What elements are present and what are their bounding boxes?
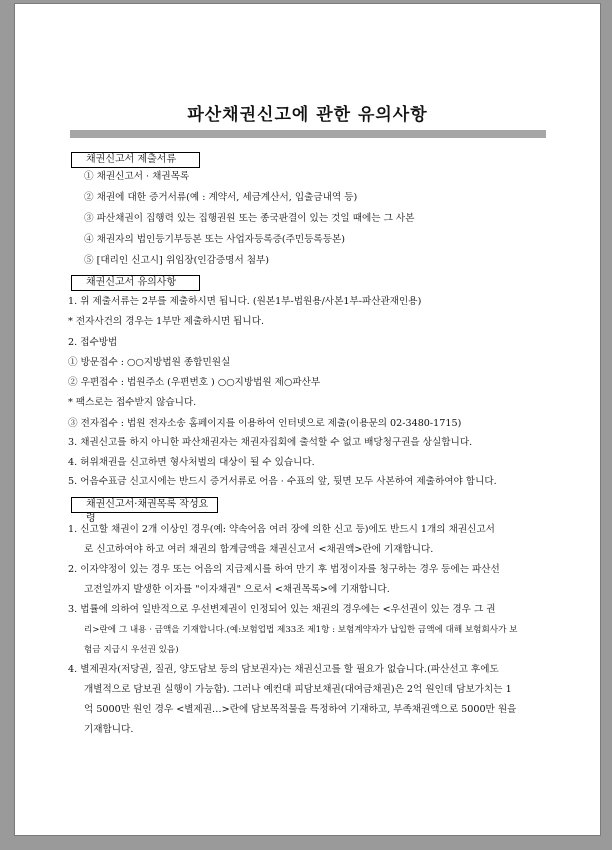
list-item: 3. 법률에 의하여 일반적으로 우선변제권이 인정되어 있는 채권의 경우에는 <우선권이 있는 경우 그 권 — [68, 604, 496, 615]
list-item: ① 채권신고서 · 채권목록 — [84, 171, 190, 182]
list-item: ① 방문접수 : ○○지방법원 종합민원실 — [68, 357, 231, 368]
list-item: ③ 파산채권이 집행력 있는 집행권원 또는 종국판결이 있는 것일 때에는 그 사본 — [84, 213, 415, 224]
section-heading-filing-notes: 채권신고서 유의사항 — [71, 275, 200, 291]
list-item: 2. 이자약정이 있는 경우 또는 어음의 지급제시를 하여 만기 후 법정이자를 청구하는 경우 등에는 파산선 — [68, 564, 500, 575]
list-item: ③ 전자접수 : 법원 전자소송 홈페이지를 이용하여 인터넷으로 제출(이용문의 02-3480-1715) — [68, 418, 462, 429]
list-item: 2. 접수방법 — [68, 337, 118, 348]
section-heading-submission-documents: 채권신고서 제출서류 — [71, 152, 200, 168]
list-item: * 전자사건의 경우는 1부만 제출하시면 됩니다. — [68, 316, 265, 327]
list-item: ④ 채권자의 법인등기부등본 또는 사업자등록증(주민등록등본) — [84, 234, 345, 245]
list-item: 기재합니다. — [84, 724, 134, 735]
list-item: 개별적으로 담보권 실행이 가능함). 그러나 예컨대 피담보채권(대여금채권)은 2억 원인데 담보가치는 1 — [84, 684, 512, 695]
list-item: 1. 위 제출서류는 2부를 제출하시면 됩니다. (원본1부-법원용/사본1부-파산관재인용) — [68, 296, 422, 307]
list-item: 5. 어음수표금 신고시에는 반드시 증거서류로 어음 · 수표의 앞, 뒷면 모두 사본하여 제출하여야 합니다. — [68, 476, 497, 487]
document-page — [14, 3, 601, 836]
list-item: 4. 별제권자(저당권, 질권, 양도담보 등의 담보권자)는 채권신고를 할 필요가 없습니다.(파산선고 후에도 — [68, 664, 499, 675]
list-item: ② 채권에 대한 증거서류(예 : 계약서, 세금계산서, 입출금내역 등) — [84, 192, 358, 203]
title-divider — [70, 130, 546, 138]
list-item: 험금 지급시 우선권 있음) — [84, 645, 179, 655]
page-title: 파산채권신고에 관한 유의사항 — [187, 105, 428, 125]
list-item: 고전일까지 발생한 이자를 "이자채권" 으로서 <채권목록>에 기재합니다. — [84, 584, 390, 595]
list-item: ⑤ [대리인 신고시] 위임장(인감증명서 첨부) — [84, 255, 270, 266]
list-item: 1. 신고할 채권이 2개 이상인 경우(예: 약속어음 여러 장에 의한 신고 등)에도 반드시 1개의 채권신고서 — [68, 524, 495, 535]
list-item: 4. 허위채권을 신고하면 형사처벌의 대상이 될 수 있습니다. — [68, 457, 315, 468]
list-item: 리>란에 그 내용 · 금액을 기재합니다.(예:보험업법 제33조 제1항 : 보험계약자가 납입한 금액에 대해 보험회사가 보 — [84, 625, 518, 635]
section-heading-writing-guide: 채권신고서·채권목록 작성요령 — [71, 497, 218, 513]
list-item: 3. 채권신고를 하지 아니한 파산채권자는 채권자집회에 출석할 수 없고 배당청구권을 상실합니다. — [68, 437, 473, 448]
list-item: 로 신고하여야 하고 여러 채권의 합계금액을 채권신고서 <채권액>란에 기재합니다. — [84, 544, 434, 555]
list-item: 억 5000만 원인 경우 <별제권…>란에 담보목적물을 특정하여 기재하고, 부족채권액으로 5000만 원을 — [84, 704, 517, 715]
list-item: * 팩스로는 접수받지 않습니다. — [68, 397, 197, 408]
list-item: ② 우편접수 : 법원주소 (우편번호 ) ○○지방법원 제○파산부 — [68, 377, 321, 388]
